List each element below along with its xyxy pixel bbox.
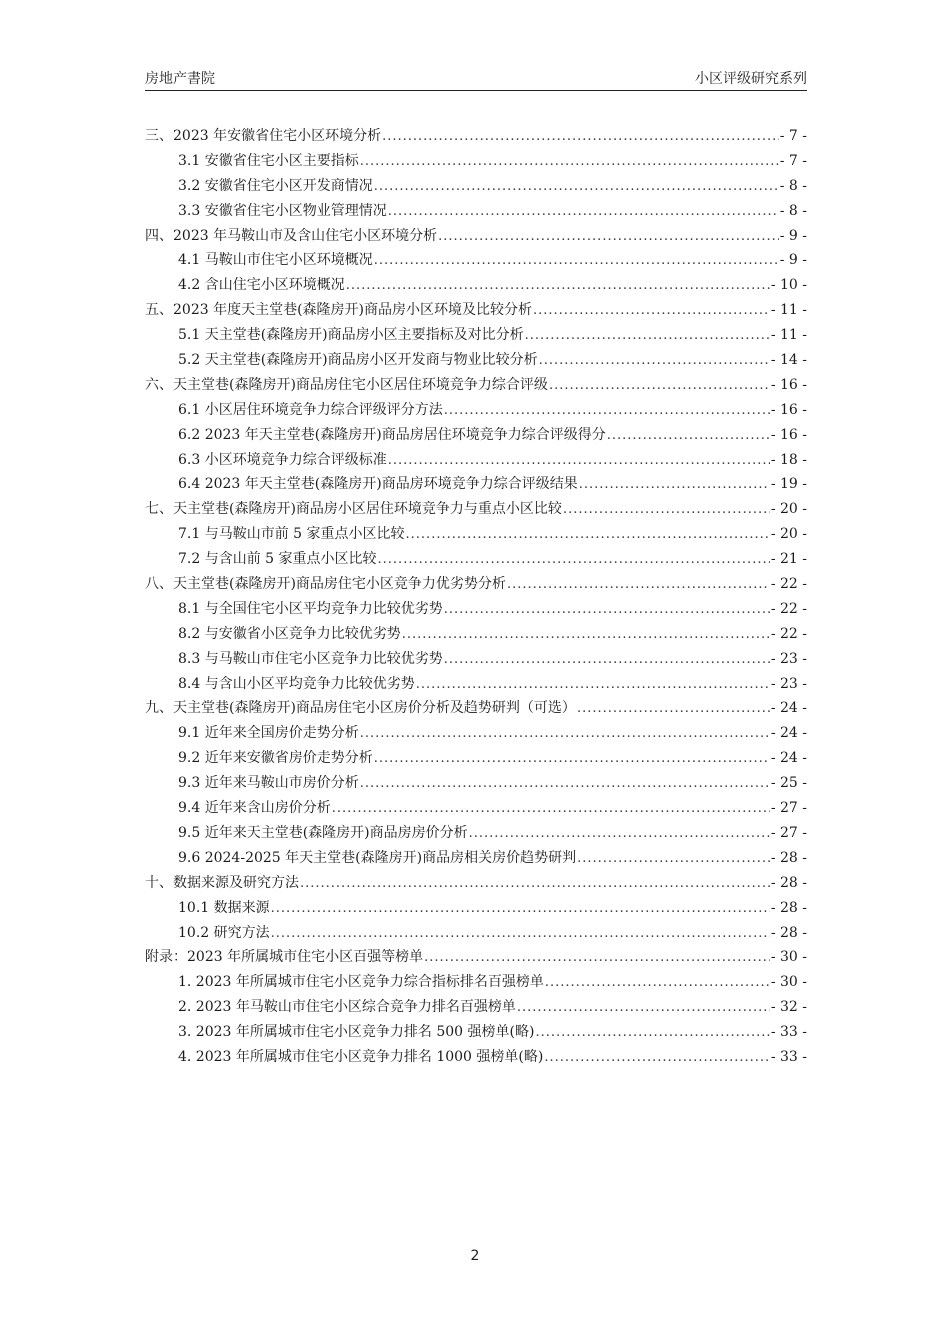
page-header (145, 66, 807, 91)
toc-entry-title: 8.2 与安徽省小区竞争力比较优劣势 (178, 625, 401, 642)
toc-entry[interactable] (145, 1046, 807, 1071)
toc-dot-leader (402, 627, 770, 642)
toc-entry[interactable] (145, 1021, 807, 1046)
toc-entry[interactable] (145, 623, 807, 648)
toc-entry-title: 9.5 近年来天主堂巷(森隆房开)商品房房价分析 (178, 824, 468, 841)
toc-dot-leader (332, 801, 770, 816)
toc-dot-leader (507, 577, 770, 592)
toc-entry[interactable] (145, 673, 807, 698)
toc-dot-leader (525, 328, 770, 343)
toc-entry-title: 10.1 数据来源 (178, 899, 270, 916)
toc-entry-page: - 33 - (770, 1024, 807, 1041)
toc-dot-leader (271, 901, 770, 916)
toc-entry-title: 2. 2023 年马鞍山市住宅小区综合竞争力排名百强榜单 (178, 999, 516, 1016)
toc-dot-leader (388, 204, 779, 219)
toc-entry[interactable] (145, 971, 807, 996)
toc-entry-title: 8.1 与全国住宅小区平均竞争力比较优劣势 (178, 600, 443, 617)
toc-dot-leader (577, 701, 770, 716)
toc-entry-page: - 28 - (770, 899, 807, 916)
toc-entry-page: - 24 - (770, 725, 807, 742)
toc-dot-leader (517, 1000, 770, 1015)
toc-entry-page: - 21 - (770, 551, 807, 568)
toc-entry-title: 9.3 近年来马鞍山市房价分析 (178, 775, 359, 792)
toc-entry-title: 9.4 近年来含山房价分析 (178, 800, 331, 817)
toc-dot-leader (444, 403, 770, 418)
toc-entry-title: 六、天主堂巷(森隆房开)商品房住宅小区居住环境竞争力综合评级 (145, 376, 548, 393)
toc-entry-page: - 11 - (770, 302, 807, 319)
toc-entry-title: 4.1 马鞍山市住宅小区环境概况 (178, 252, 373, 269)
toc-entry[interactable] (145, 772, 807, 797)
toc-dot-leader (300, 876, 770, 891)
toc-entry-page: - 28 - (770, 849, 807, 866)
toc-entry[interactable] (145, 872, 807, 897)
toc-entry-page: - 27 - (770, 824, 807, 841)
toc-entry-title: 9.6 2024-2025 年天主堂巷(森隆房开)商品房相关房价趋势研判 (178, 849, 577, 866)
toc-entry-page: - 30 - (770, 974, 807, 991)
toc-entry-title: 四、2023 年马鞍山市及含山住宅小区环境分析 (145, 227, 438, 244)
header-series-title: 小区评级研究系列 (695, 71, 807, 87)
toc-dot-leader (271, 926, 770, 941)
toc-entry-page: - 8 - (779, 177, 807, 194)
toc-entry-page: - 25 - (770, 775, 807, 792)
toc-entry[interactable] (145, 523, 807, 548)
toc-entry-page: - 9 - (779, 227, 807, 244)
toc-entry[interactable] (145, 349, 807, 374)
toc-entry-page: - 27 - (770, 800, 807, 817)
toc-entry-title: 3. 2023 年所属城市住宅小区竞争力排名 500 强榜单(略) (178, 1024, 535, 1041)
toc-dot-leader (382, 129, 779, 144)
toc-dot-leader (346, 278, 770, 293)
toc-entry-title: 9.2 近年来安徽省房价走势分析 (178, 750, 373, 767)
toc-entry-page: - 19 - (770, 476, 807, 493)
toc-entry-page: - 33 - (770, 1048, 807, 1065)
toc-entry[interactable] (145, 548, 807, 573)
toc-entry-title: 3.1 安徽省住宅小区主要指标 (178, 152, 359, 169)
toc-dot-leader (388, 453, 770, 468)
toc-entry-title: 7.1 与马鞍山市前 5 家重点小区比较 (178, 526, 405, 543)
toc-entry-title: 三、2023 年安徽省住宅小区环境分析 (145, 128, 382, 144)
toc-dot-leader (535, 1025, 769, 1040)
toc-entry-page: - 14 - (770, 352, 807, 369)
toc-entry-title: 9.1 近年来全国房价走势分析 (178, 725, 359, 742)
toc-entry[interactable] (145, 573, 807, 598)
toc-entry-title: 3.3 安徽省住宅小区物业管理情况 (178, 202, 387, 219)
toc-entry-title: 八、天主堂巷(森隆房开)商品房住宅小区竞争力优劣势分析 (145, 576, 506, 593)
toc-entry[interactable] (145, 922, 807, 947)
toc-dot-leader (544, 1050, 769, 1065)
toc-entry-page: - 8 - (779, 202, 807, 219)
toc-entry-title: 4. 2023 年所属城市住宅小区竞争力排名 1000 强榜单(略) (178, 1048, 544, 1065)
toc-dot-leader (374, 751, 770, 766)
toc-entry-title: 九、天主堂巷(森隆房开)商品房住宅小区房价分析及趋势研判（可选） (145, 700, 576, 717)
toc-entry[interactable] (145, 200, 807, 225)
toc-entry[interactable] (145, 498, 807, 523)
toc-entry[interactable] (145, 424, 807, 449)
toc-entry-page: - 11 - (770, 327, 807, 344)
toc-entry[interactable] (145, 847, 807, 872)
toc-entry[interactable] (145, 996, 807, 1021)
header-publisher: 房地产書院 (145, 71, 215, 87)
toc-dot-leader (545, 975, 770, 990)
toc-entry-page: - 23 - (770, 675, 807, 692)
toc-dot-leader (444, 602, 770, 617)
toc-entry-page: - 28 - (770, 874, 807, 891)
toc-entry-page: - 7 - (779, 152, 807, 169)
toc-entry-title: 5.1 天主堂巷(森隆房开)商品房小区主要指标及对比分析 (178, 327, 524, 344)
toc-entry-title: 6.4 2023 年天主堂巷(森隆房开)商品房环境竞争力综合评级结果 (178, 476, 578, 493)
toc-entry[interactable] (145, 299, 807, 324)
toc-entry-title: 7.2 与含山前 5 家重点小区比较 (178, 551, 377, 568)
toc-entry[interactable] (145, 722, 807, 747)
toc-entry-title: 十、数据来源及研究方法 (145, 874, 299, 891)
toc-dot-leader (579, 477, 770, 492)
toc-entry[interactable] (145, 822, 807, 847)
toc-entry-page: - 16 - (770, 376, 807, 393)
toc-dot-leader (406, 527, 770, 542)
toc-entry-title: 5.2 天主堂巷(森隆房开)商品房小区开发商与物业比较分析 (178, 352, 538, 369)
page-number: 2 (470, 1248, 480, 1264)
toc-entry-title: 10.2 研究方法 (178, 924, 270, 941)
toc-entry-page: - 22 - (770, 625, 807, 642)
toc-entry-title: 3.2 安徽省住宅小区开发商情况 (178, 177, 373, 194)
toc-entry-title: 8.3 与马鞍山市住宅小区竞争力比较优劣势 (178, 650, 443, 667)
toc-entry[interactable] (145, 797, 807, 822)
toc-dot-leader (469, 826, 770, 841)
toc-entry[interactable] (145, 449, 807, 474)
toc-entry-page: - 16 - (770, 401, 807, 418)
toc-entry-page: - 22 - (770, 600, 807, 617)
toc-entry[interactable] (145, 399, 807, 424)
toc-dot-leader (549, 378, 770, 393)
toc-entry-page: - 32 - (770, 999, 807, 1016)
toc-dot-leader (539, 353, 770, 368)
toc-entry-page: - 7 - (779, 128, 807, 144)
toc-entry-page: - 20 - (770, 501, 807, 518)
toc-entry[interactable] (145, 946, 807, 971)
toc-entry[interactable] (145, 897, 807, 922)
toc-entry[interactable] (145, 374, 807, 399)
toc-dot-leader (533, 303, 770, 318)
toc-entry-title: 1. 2023 年所属城市住宅小区竞争力综合指标排名百强榜单 (178, 974, 544, 991)
toc-entry-page: - 30 - (770, 949, 807, 966)
toc-dot-leader (438, 229, 779, 244)
toc-entry-page: - 24 - (770, 700, 807, 717)
toc-entry-page: - 28 - (770, 924, 807, 941)
toc-dot-leader (607, 428, 770, 443)
toc-dot-leader (378, 552, 770, 567)
toc-entry[interactable] (145, 324, 807, 349)
toc-dot-leader (360, 154, 779, 169)
toc-entry-page: - 10 - (770, 277, 807, 294)
toc-entry-title: 6.1 小区居住环境竞争力综合评级评分方法 (178, 401, 443, 418)
toc-dot-leader (360, 726, 770, 741)
toc-entry[interactable] (145, 473, 807, 498)
table-of-contents (145, 125, 807, 1071)
toc-entry[interactable] (145, 175, 807, 200)
toc-dot-leader (360, 776, 770, 791)
toc-entry[interactable] (145, 598, 807, 623)
toc-entry[interactable] (145, 747, 807, 772)
toc-dot-leader (563, 502, 770, 517)
toc-dot-leader (444, 652, 770, 667)
toc-entry-page: - 16 - (770, 426, 807, 443)
toc-entry-title: 附录：2023 年所属城市住宅小区百强等榜单 (145, 949, 424, 966)
toc-entry-title: 七、天主堂巷(森隆房开)商品房小区居住环境竞争力与重点小区比较 (145, 501, 562, 518)
toc-entry-page: - 9 - (779, 252, 807, 269)
toc-entry[interactable] (145, 125, 807, 150)
toc-dot-leader (424, 950, 770, 965)
toc-dot-leader (416, 677, 770, 692)
toc-entry[interactable] (145, 249, 807, 274)
toc-entry-title: 五、2023 年度天主堂巷(森隆房开)商品房小区环境及比较分析 (145, 302, 533, 319)
toc-entry[interactable] (145, 225, 807, 250)
toc-entry-title: 6.3 小区环境竞争力综合评级标准 (178, 451, 387, 468)
toc-entry-page: - 18 - (770, 451, 807, 468)
toc-entry-title: 8.4 与含山小区平均竞争力比较优劣势 (178, 675, 415, 692)
toc-entry-title: 4.2 含山住宅小区环境概况 (178, 277, 345, 294)
toc-entry-page: - 22 - (770, 576, 807, 593)
toc-dot-leader (374, 253, 779, 268)
toc-entry-page: - 24 - (770, 750, 807, 767)
toc-entry[interactable] (145, 648, 807, 673)
toc-entry-title: 6.2 2023 年天主堂巷(森隆房开)商品房居住环境竞争力综合评级得分 (178, 426, 606, 443)
toc-dot-leader (374, 179, 779, 194)
toc-dot-leader (577, 851, 770, 866)
toc-entry[interactable] (145, 150, 807, 175)
toc-entry-page: - 20 - (770, 526, 807, 543)
toc-entry-page: - 23 - (770, 650, 807, 667)
toc-entry[interactable] (145, 697, 807, 722)
toc-entry[interactable] (145, 274, 807, 299)
